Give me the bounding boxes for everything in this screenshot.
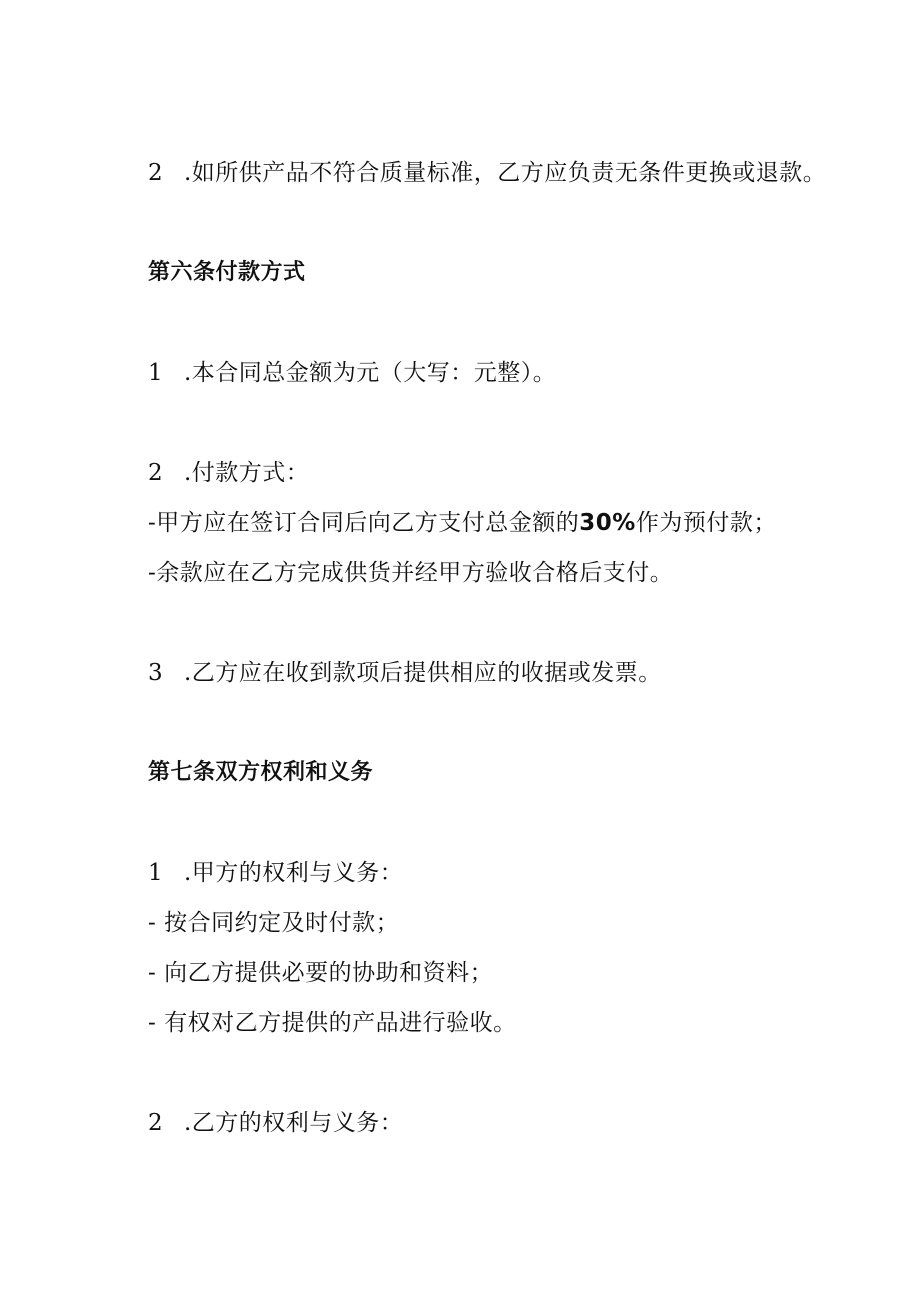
clause-7-heading: 第七条双方权利和义务 bbox=[148, 760, 374, 785]
advance-percentage: 30% bbox=[579, 510, 636, 536]
item-number: 1 bbox=[148, 360, 164, 386]
clause-5-item-2 bbox=[148, 158, 826, 188]
item-text: .乙方应在收到款项后提供相应的收据或发票。 bbox=[184, 660, 662, 686]
payment-balance-bullet: -余款应在乙方完成供货并经甲方验收合格后支付。 bbox=[148, 560, 674, 586]
clause-7-item-2 bbox=[148, 1108, 403, 1138]
item-text: .付款方式： bbox=[184, 460, 310, 486]
clause-6-item-3 bbox=[148, 658, 662, 688]
party-a-duty-1: - 按合同约定及时付款； bbox=[148, 910, 400, 936]
clause-7-item-1 bbox=[148, 858, 403, 888]
item-text: .乙方的权利与义务： bbox=[184, 1110, 404, 1136]
party-a-duty-3: - 有权对乙方提供的产品进行验收。 bbox=[148, 1010, 517, 1036]
item-number: 1 bbox=[148, 860, 164, 886]
clause-6-item-1 bbox=[148, 358, 556, 388]
item-number: 3 bbox=[148, 660, 164, 686]
item-text: .甲方的权利与义务： bbox=[184, 860, 404, 886]
item-text: .如所供产品不符合质量标准，乙方应负责无条件更换或退款。 bbox=[184, 160, 827, 186]
party-a-duty-2: - 向乙方提供必要的协助和资料； bbox=[148, 960, 494, 986]
bullet-text-post: 作为预付款； bbox=[635, 510, 777, 536]
clause-6-heading: 第六条付款方式 bbox=[148, 260, 306, 285]
payment-advance-bullet bbox=[148, 508, 777, 538]
clause-6-item-2 bbox=[148, 458, 309, 488]
item-number: 2 bbox=[148, 160, 164, 186]
item-number: 2 bbox=[148, 460, 164, 486]
bullet-text-pre: -甲方应在签订合同后向乙方支付总金额的 bbox=[148, 510, 580, 536]
item-number: 2 bbox=[148, 1110, 164, 1136]
item-text: .本合同总金额为元（大写：元整）。 bbox=[184, 360, 557, 386]
